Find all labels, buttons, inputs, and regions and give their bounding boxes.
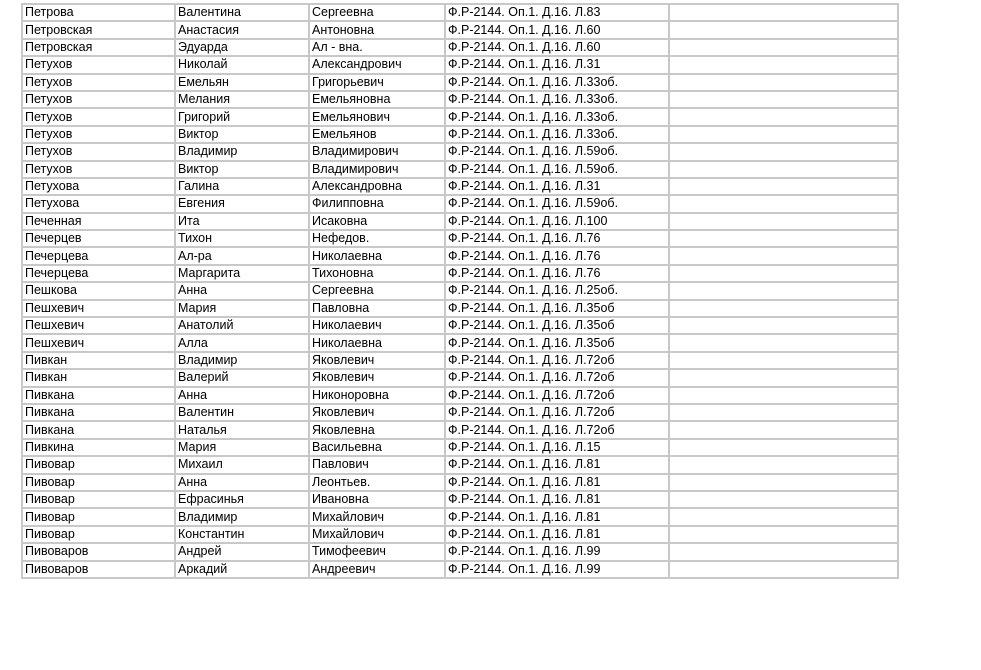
empty-cell: [669, 334, 898, 351]
surname-cell: Петухова: [22, 195, 175, 212]
archive-ref-cell: Ф.Р-2144. Оп.1. Д.16. Л.100: [445, 213, 669, 230]
first-name-cell: Эдуарда: [175, 39, 309, 56]
table-row: [22, 404, 898, 421]
surname-cell: Петухов: [22, 108, 175, 125]
surname-cell: Пивкана: [22, 387, 175, 404]
patronymic-cell: Тимофеевич: [309, 543, 445, 560]
table-row: [22, 456, 898, 473]
empty-cell: [669, 352, 898, 369]
first-name-cell: Анастасия: [175, 21, 309, 38]
surname-cell: Петухов: [22, 143, 175, 160]
archive-ref-cell: Ф.Р-2144. Оп.1. Д.16. Л.35об: [445, 334, 669, 351]
surname-cell: Пивовар: [22, 526, 175, 543]
empty-cell: [669, 56, 898, 73]
surname-cell: Пивкан: [22, 369, 175, 386]
surname-cell: Петухов: [22, 56, 175, 73]
archive-ref-cell: Ф.Р-2144. Оп.1. Д.16. Л.99: [445, 543, 669, 560]
patronymic-cell: Филипповна: [309, 195, 445, 212]
patronymic-cell: Николаевич: [309, 317, 445, 334]
patronymic-cell: Андреевич: [309, 561, 445, 578]
patronymic-cell: Яковлевна: [309, 421, 445, 438]
table-row: [22, 126, 898, 143]
archive-ref-cell: Ф.Р-2144. Оп.1. Д.16. Л.35об: [445, 317, 669, 334]
empty-cell: [669, 21, 898, 38]
archive-ref-cell: Ф.Р-2144. Оп.1. Д.16. Л.81: [445, 456, 669, 473]
empty-cell: [669, 474, 898, 491]
patronymic-cell: Григорьевич: [309, 74, 445, 91]
surname-cell: Петухов: [22, 91, 175, 108]
surname-cell: Печенная: [22, 213, 175, 230]
table-row: [22, 91, 898, 108]
table-row: [22, 317, 898, 334]
empty-cell: [669, 561, 898, 578]
first-name-cell: Мария: [175, 439, 309, 456]
table-row: [22, 108, 898, 125]
empty-cell: [669, 421, 898, 438]
first-name-cell: Виктор: [175, 161, 309, 178]
table-row: [22, 247, 898, 264]
surname-cell: Пешхевич: [22, 317, 175, 334]
patronymic-cell: Исаковна: [309, 213, 445, 230]
archive-ref-cell: Ф.Р-2144. Оп.1. Д.16. Л.83: [445, 4, 669, 21]
patronymic-cell: Емельянович: [309, 108, 445, 125]
first-name-cell: Николай: [175, 56, 309, 73]
patronymic-cell: Павлович: [309, 456, 445, 473]
patronymic-cell: Ивановна: [309, 491, 445, 508]
empty-cell: [669, 213, 898, 230]
records-table-body: [22, 4, 898, 578]
archive-ref-cell: Ф.Р-2144. Оп.1. Д.16. Л.25об.: [445, 282, 669, 299]
surname-cell: Петрова: [22, 4, 175, 21]
archive-ref-cell: Ф.Р-2144. Оп.1. Д.16. Л.81: [445, 508, 669, 525]
table-row: [22, 213, 898, 230]
archive-ref-cell: Ф.Р-2144. Оп.1. Д.16. Л.81: [445, 474, 669, 491]
surname-cell: Печерцев: [22, 230, 175, 247]
empty-cell: [669, 230, 898, 247]
archive-ref-cell: Ф.Р-2144. Оп.1. Д.16. Л.72об: [445, 369, 669, 386]
empty-cell: [669, 491, 898, 508]
empty-cell: [669, 543, 898, 560]
table-row: [22, 74, 898, 91]
patronymic-cell: Михайлович: [309, 508, 445, 525]
surname-cell: Пешкова: [22, 282, 175, 299]
first-name-cell: Владимир: [175, 352, 309, 369]
surname-cell: Пивовар: [22, 508, 175, 525]
first-name-cell: Аркадий: [175, 561, 309, 578]
archive-ref-cell: Ф.Р-2144. Оп.1. Д.16. Л.59об.: [445, 195, 669, 212]
table-row: [22, 334, 898, 351]
table-row: [22, 561, 898, 578]
patronymic-cell: Александрович: [309, 56, 445, 73]
surname-cell: Пивкана: [22, 421, 175, 438]
table-row: [22, 439, 898, 456]
archive-ref-cell: Ф.Р-2144. Оп.1. Д.16. Л.81: [445, 526, 669, 543]
first-name-cell: Анна: [175, 387, 309, 404]
patronymic-cell: Леонтьев.: [309, 474, 445, 491]
first-name-cell: Ита: [175, 213, 309, 230]
first-name-cell: Мелания: [175, 91, 309, 108]
archive-ref-cell: Ф.Р-2144. Оп.1. Д.16. Л.76: [445, 230, 669, 247]
archive-ref-cell: Ф.Р-2144. Оп.1. Д.16. Л.59об.: [445, 161, 669, 178]
archive-ref-cell: Ф.Р-2144. Оп.1. Д.16. Л.99: [445, 561, 669, 578]
table-row: [22, 300, 898, 317]
archive-ref-cell: Ф.Р-2144. Оп.1. Д.16. Л.31: [445, 178, 669, 195]
empty-cell: [669, 161, 898, 178]
archive-ref-cell: Ф.Р-2144. Оп.1. Д.16. Л.59об.: [445, 143, 669, 160]
table-row: [22, 474, 898, 491]
empty-cell: [669, 404, 898, 421]
patronymic-cell: Яковлевич: [309, 404, 445, 421]
table-row: [22, 161, 898, 178]
empty-cell: [669, 265, 898, 282]
empty-cell: [669, 74, 898, 91]
empty-cell: [669, 526, 898, 543]
first-name-cell: Владимир: [175, 143, 309, 160]
patronymic-cell: Емельянов: [309, 126, 445, 143]
first-name-cell: Валентина: [175, 4, 309, 21]
empty-cell: [669, 143, 898, 160]
patronymic-cell: Сергеевна: [309, 282, 445, 299]
first-name-cell: Наталья: [175, 421, 309, 438]
surname-cell: Пешхевич: [22, 300, 175, 317]
empty-cell: [669, 4, 898, 21]
surname-cell: Пивкан: [22, 352, 175, 369]
surname-cell: Пивовар: [22, 456, 175, 473]
empty-cell: [669, 282, 898, 299]
table-row: [22, 143, 898, 160]
table-row: [22, 178, 898, 195]
empty-cell: [669, 439, 898, 456]
patronymic-cell: Владимирович: [309, 143, 445, 160]
archive-ref-cell: Ф.Р-2144. Оп.1. Д.16. Л.35об: [445, 300, 669, 317]
first-name-cell: Ефрасинья: [175, 491, 309, 508]
first-name-cell: Валерий: [175, 369, 309, 386]
first-name-cell: Анна: [175, 474, 309, 491]
archive-ref-cell: Ф.Р-2144. Оп.1. Д.16. Л.33об.: [445, 74, 669, 91]
table-row: [22, 56, 898, 73]
table-row: [22, 352, 898, 369]
table-row: [22, 39, 898, 56]
empty-cell: [669, 39, 898, 56]
empty-cell: [669, 91, 898, 108]
patronymic-cell: Сергеевна: [309, 4, 445, 21]
table-row: [22, 421, 898, 438]
patronymic-cell: Михайлович: [309, 526, 445, 543]
first-name-cell: Галина: [175, 178, 309, 195]
surname-cell: Петровская: [22, 21, 175, 38]
table-row: [22, 4, 898, 21]
surname-cell: Печерцева: [22, 247, 175, 264]
surname-cell: Петухова: [22, 178, 175, 195]
table-row: [22, 526, 898, 543]
first-name-cell: Григорий: [175, 108, 309, 125]
first-name-cell: Константин: [175, 526, 309, 543]
surname-cell: Пивовар: [22, 474, 175, 491]
first-name-cell: Виктор: [175, 126, 309, 143]
table-row: [22, 230, 898, 247]
empty-cell: [669, 387, 898, 404]
empty-cell: [669, 300, 898, 317]
empty-cell: [669, 108, 898, 125]
archive-ref-cell: Ф.Р-2144. Оп.1. Д.16. Л.76: [445, 247, 669, 264]
archive-ref-cell: Ф.Р-2144. Оп.1. Д.16. Л.72об: [445, 352, 669, 369]
archive-ref-cell: Ф.Р-2144. Оп.1. Д.16. Л.60: [445, 21, 669, 38]
table-row: [22, 508, 898, 525]
table-row: [22, 543, 898, 560]
first-name-cell: Емельян: [175, 74, 309, 91]
patronymic-cell: Владимирович: [309, 161, 445, 178]
empty-cell: [669, 508, 898, 525]
table-row: [22, 491, 898, 508]
table-row: [22, 21, 898, 38]
first-name-cell: Маргарита: [175, 265, 309, 282]
archive-ref-cell: Ф.Р-2144. Оп.1. Д.16. Л.72об: [445, 404, 669, 421]
patronymic-cell: Никоноровна: [309, 387, 445, 404]
archive-ref-cell: Ф.Р-2144. Оп.1. Д.16. Л.72об: [445, 421, 669, 438]
surname-cell: Пешхевич: [22, 334, 175, 351]
surname-cell: Пивкана: [22, 404, 175, 421]
archive-ref-cell: Ф.Р-2144. Оп.1. Д.16. Л.81: [445, 491, 669, 508]
empty-cell: [669, 369, 898, 386]
first-name-cell: Тихон: [175, 230, 309, 247]
surname-cell: Пивкина: [22, 439, 175, 456]
patronymic-cell: Антоновна: [309, 21, 445, 38]
first-name-cell: Анатолий: [175, 317, 309, 334]
empty-cell: [669, 126, 898, 143]
first-name-cell: Владимир: [175, 508, 309, 525]
patronymic-cell: Николаевна: [309, 334, 445, 351]
table-row: [22, 387, 898, 404]
patronymic-cell: Васильевна: [309, 439, 445, 456]
patronymic-cell: Емельяновна: [309, 91, 445, 108]
table-row: [22, 195, 898, 212]
first-name-cell: Андрей: [175, 543, 309, 560]
archive-ref-cell: Ф.Р-2144. Оп.1. Д.16. Л.15: [445, 439, 669, 456]
table-row: [22, 282, 898, 299]
empty-cell: [669, 178, 898, 195]
surname-cell: Петухов: [22, 161, 175, 178]
empty-cell: [669, 317, 898, 334]
first-name-cell: Михаил: [175, 456, 309, 473]
patronymic-cell: Александровна: [309, 178, 445, 195]
archive-ref-cell: Ф.Р-2144. Оп.1. Д.16. Л.33об.: [445, 91, 669, 108]
archive-ref-cell: Ф.Р-2144. Оп.1. Д.16. Л.31: [445, 56, 669, 73]
patronymic-cell: Тихоновна: [309, 265, 445, 282]
records-table: [21, 3, 899, 579]
surname-cell: Петухов: [22, 126, 175, 143]
surname-cell: Пивоваров: [22, 561, 175, 578]
patronymic-cell: Павловна: [309, 300, 445, 317]
empty-cell: [669, 456, 898, 473]
surname-cell: Печерцева: [22, 265, 175, 282]
archive-ref-cell: Ф.Р-2144. Оп.1. Д.16. Л.76: [445, 265, 669, 282]
first-name-cell: Анна: [175, 282, 309, 299]
first-name-cell: Алла: [175, 334, 309, 351]
table-row: [22, 369, 898, 386]
patronymic-cell: Ал - вна.: [309, 39, 445, 56]
archive-ref-cell: Ф.Р-2144. Оп.1. Д.16. Л.33об.: [445, 108, 669, 125]
patronymic-cell: Николаевна: [309, 247, 445, 264]
archive-ref-cell: Ф.Р-2144. Оп.1. Д.16. Л.60: [445, 39, 669, 56]
patronymic-cell: Нефедов.: [309, 230, 445, 247]
archive-ref-cell: Ф.Р-2144. Оп.1. Д.16. Л.72об: [445, 387, 669, 404]
archive-ref-cell: Ф.Р-2144. Оп.1. Д.16. Л.33об.: [445, 126, 669, 143]
surname-cell: Петухов: [22, 74, 175, 91]
patronymic-cell: Яковлевич: [309, 352, 445, 369]
first-name-cell: Евгения: [175, 195, 309, 212]
empty-cell: [669, 195, 898, 212]
surname-cell: Пивоваров: [22, 543, 175, 560]
surname-cell: Петровская: [22, 39, 175, 56]
patronymic-cell: Яковлевич: [309, 369, 445, 386]
empty-cell: [669, 247, 898, 264]
table-row: [22, 265, 898, 282]
first-name-cell: Валентин: [175, 404, 309, 421]
first-name-cell: Мария: [175, 300, 309, 317]
first-name-cell: Ал-ра: [175, 247, 309, 264]
surname-cell: Пивовар: [22, 491, 175, 508]
